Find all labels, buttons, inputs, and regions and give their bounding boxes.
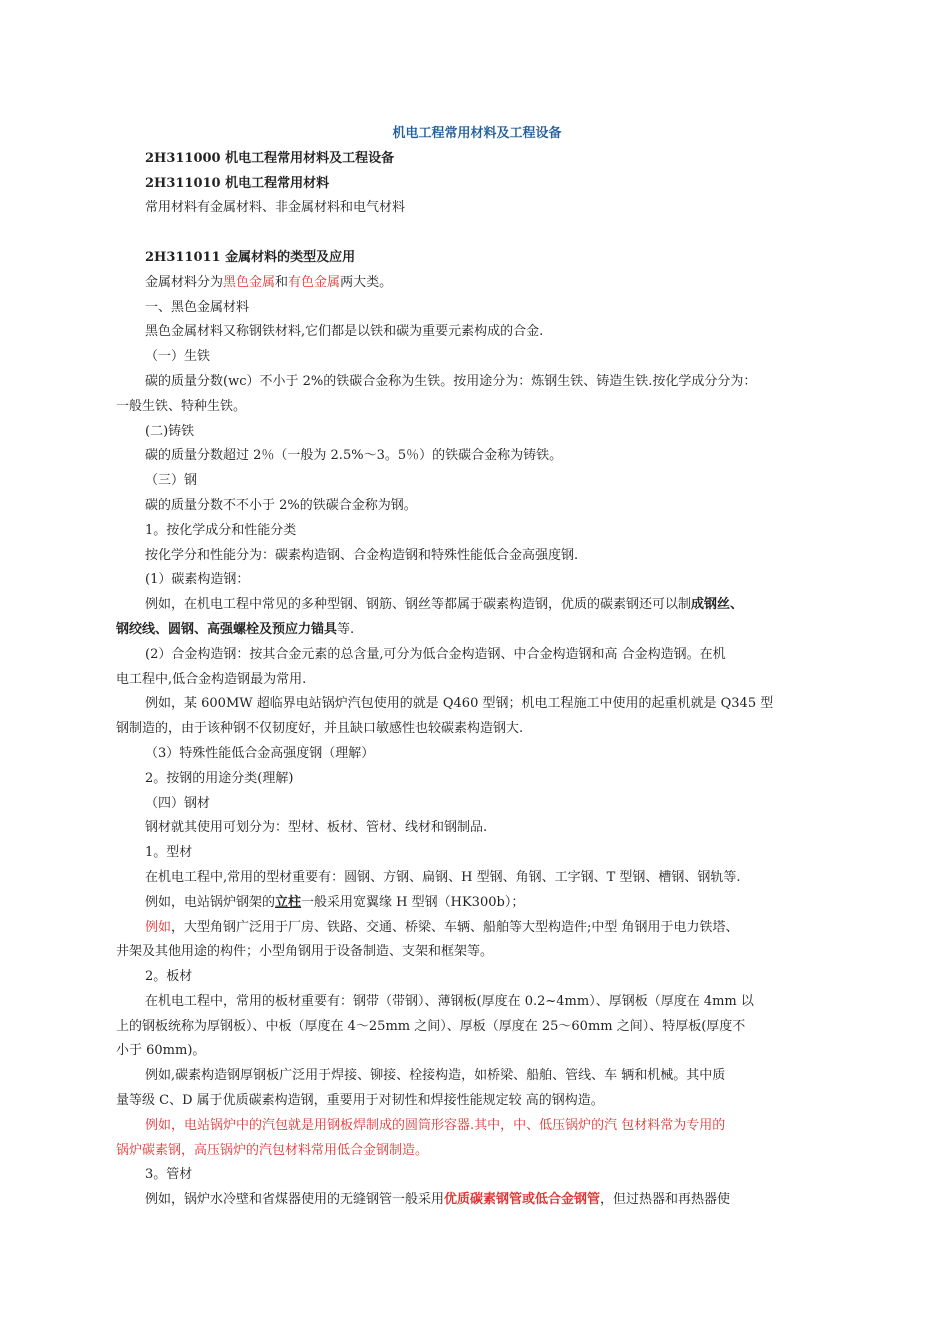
- subsection-by-use: 2。按钢的用途分类(理解): [145, 770, 294, 786]
- intro-text: 常用材料有金属材料、非金属材料和电气材料: [145, 200, 406, 216]
- heading-2h311011: 2H311011 金属材料的类型及应用: [145, 249, 356, 265]
- highlight-paragraph: 例如，电站锅炉中的汽包就是用钢板焊制成的圆筒形容器.其中，中、低压锅炉的汽 包材料常为专用的: [145, 1117, 726, 1133]
- section-black-metal: 一、黑色金属材料: [145, 299, 250, 315]
- paragraph: 在机电工程中，常用的板材重要有：钢带（带钢）、薄钢板(厚度在 0.2~4mm）、厚钢板（厚度在 4mm 以: [145, 993, 754, 1009]
- paragraph-continued: 钢制造的，由于该种钢不仅韧度好，并且缺口敏感性也较碳素构造钢大.: [116, 721, 524, 737]
- paragraph-continued: 小于 60mm)。: [116, 1043, 206, 1059]
- text-run: 等.: [337, 621, 355, 637]
- text-run: 和: [275, 274, 289, 290]
- subsection-section-steel: 1。型材: [145, 845, 193, 861]
- highlight-paragraph-continued: 锅炉碳素钢，高压锅炉的汽包材料常用低合金钢制造。: [116, 1142, 429, 1158]
- paragraph: [116, 891, 838, 916]
- paragraph: 在机电工程中,常用的型材重要有：圆钢、方钢、扁钢、H 型钢、角钢、工字钢、T 型钢、槽钢、钢轨等.: [145, 869, 741, 885]
- bold-run: 成钢丝、: [691, 597, 744, 613]
- text-run: 例如，在机电工程中常见的多种型钢、钢筋、钢丝等都属于碳素构造钢，优质的碳素钢还可以制: [145, 597, 692, 613]
- highlight-nonferrous: 有色金属: [288, 274, 341, 290]
- heading-2h311000: 2H311000 机电工程常用材料及工程设备: [145, 150, 395, 166]
- bold-run: 钢绞线、圆钢、高强螺栓及预应力锚具: [116, 621, 338, 637]
- document-page: [116, 122, 838, 1213]
- paragraph: 例如,碳素构造钢厚钢板广泛用于焊接、铆接、栓接构造，如桥梁、船舶、管线、车 辆和机械。其中质: [145, 1068, 726, 1084]
- text-run: 两大类。: [340, 274, 393, 290]
- paragraph: 黑色金属材料又称钢铁材料,它们都是以铁和碳为重要元素构成的合金.: [145, 324, 544, 340]
- paragraph: 例如，某 600MW 超临界电站锅炉汽包使用的就是 Q460 型钢；机电工程施工中使用的起重机就是 Q345 型: [145, 696, 774, 712]
- metal-types-line: [116, 271, 838, 296]
- text-run: 一般采用宽翼缘 H 型钢（HK300b）；: [301, 894, 525, 910]
- highlight-ferrous: 黑色金属: [223, 274, 276, 290]
- subsection-by-chemistry: 1。按化学成分和性能分类: [145, 522, 297, 538]
- text-run: ，但过热器和再热器使: [600, 1192, 731, 1208]
- text-run: 例如，电站锅炉钢架的: [145, 894, 276, 910]
- paragraph-continued: 一般生铁、特种生铁。: [116, 398, 247, 414]
- paragraph: [116, 1188, 838, 1213]
- paragraph: [116, 916, 838, 941]
- subsection-pipe: 3。管材: [145, 1167, 193, 1183]
- blank-line: [116, 221, 838, 246]
- paragraph-continued: 井架及其他用途的构件；小型角钢用于设备制造、支架和框架等。: [116, 944, 494, 960]
- paragraph-continued: 上的钢板统称为厚钢板）、中板（厚度在 4～25mm 之间）、厚板（厚度在 25～60mm 之间）、特厚板(厚度不: [116, 1018, 746, 1034]
- paragraph-continued: [116, 618, 838, 643]
- underlined-run: 立柱: [275, 894, 302, 910]
- subsection-special-steel: （3）特殊性能低合金高强度钢（理解）: [145, 745, 375, 761]
- heading-2h311010: 2H311010 机电工程常用材料: [145, 175, 330, 191]
- document-title: 机电工程常用材料及工程设备: [392, 126, 562, 141]
- text-run: 例如，锅炉水冷壁和省煤器使用的无缝钢管一般采用: [145, 1192, 445, 1208]
- paragraph-continued: 量等级 C、D 属于优质碳素构造钢，重要用于对韧性和焊接性能规定较 高的钢构造。: [116, 1093, 604, 1109]
- section-steel: （三）钢: [145, 473, 198, 489]
- highlight-example: 例如: [145, 919, 172, 935]
- paragraph: 按化学分和性能分为：碳素构造钢、合金构造钢和特殊性能低合金高强度钢.: [145, 547, 579, 563]
- section-pig-iron: （一）生铁: [145, 349, 211, 365]
- subsection-plate: 2。板材: [145, 969, 193, 985]
- paragraph: 碳的质量分数(wc）不小于 2%的铁碳合金称为生铁。按用途分为：炼钢生铁、铸造生铁.按化学成分分为：: [145, 373, 757, 389]
- paragraph: 碳的质量分数超过 2％（一般为 2.5%～3。5％）的铁碳合金称为铸铁。: [145, 448, 563, 464]
- section-steel-products: （四）钢材: [145, 795, 211, 811]
- subsection-carbon-steel: (1）碳素构造钢：: [145, 572, 250, 588]
- text-run: 金属材料分为: [145, 274, 224, 290]
- paragraph: [116, 593, 838, 618]
- text-run: ，大型角钢广泛用于厂房、铁路、交通、桥梁、车辆、船舶等大型构造件;中型 角钢用于电力铁塔、: [171, 919, 739, 935]
- section-cast-iron: (二)铸铁: [145, 423, 195, 439]
- paragraph: 钢材就其使用可划分为：型材、板材、管材、线材和钢制品.: [145, 820, 488, 836]
- highlight-pipe-material: 优质碳素钢管或低合金钢管: [444, 1192, 601, 1208]
- paragraph: (2）合金构造钢：按其合金元素的总含量,可分为低合金构造钢、中合金构造钢和高 合金构造钢。在机: [145, 646, 726, 662]
- paragraph-continued: 电工程中,低合金构造钢最为常用.: [116, 671, 307, 687]
- paragraph: 碳的质量分数不不小于 2%的铁碳合金称为钢。: [145, 497, 417, 513]
